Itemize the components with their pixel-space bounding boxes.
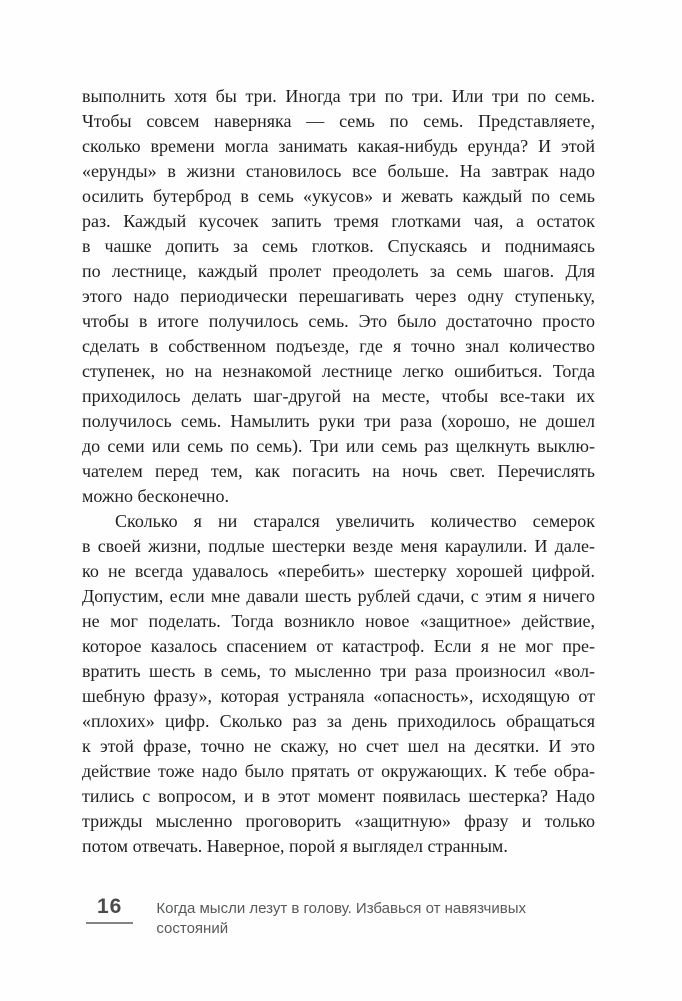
text-line: к этой фразе, точно не скажу, но счет шел на десятки. И это <box>82 736 595 756</box>
text-line: действие тоже надо было прятать от окружающих. К тебе обра- <box>82 761 595 781</box>
text-line: Допустим, если мне давали шесть рублей сдачи, с этим я ничего <box>82 586 595 606</box>
text-line: в своей жизни, подлые шестерки везде меня караулили. И дале- <box>82 536 595 556</box>
text-line: не мог поделать. Тогда возникло новое «защитное» действие, <box>82 611 595 631</box>
text-line: Чтобы совсем наверняка — семь по семь. Представляете, <box>82 111 595 131</box>
text-line: выполнить хотя бы три. Иногда три по три. Или три по семь. <box>82 86 595 106</box>
text-line: чателем перед тем, как погасить на ночь свет. Перечислять <box>82 461 595 481</box>
text-line: «плохих» цифр. Сколько раз за день приходилось обращаться <box>82 711 595 731</box>
page-footer <box>82 895 595 939</box>
text-line: ко не всегда удавалось «перебить» шестерку хорошей цифрой. <box>82 561 595 581</box>
text-line: шебную фразу», которая устраняла «опасность», исходящую от <box>82 686 595 706</box>
text-line: раз. Каждый кусочек запить тремя глотками чая, а остаток <box>82 211 595 231</box>
page-text <box>82 84 595 859</box>
text-line: в чашке допить за семь глотков. Спускаясь и поднимаясь <box>82 236 595 256</box>
text-line: вратить шесть в семь, то мысленно три раза произносил «вол- <box>82 661 595 681</box>
text-line: приходилось делать шаг-другой на месте, чтобы все-таки их <box>82 386 595 406</box>
text-line: которое казалось спасением от катастроф. Если я не мог пре- <box>82 636 595 656</box>
text-line: ступенек, но на незнакомой лестнице легко ошибиться. Тогда <box>82 361 595 381</box>
text-line: потом отвечать. Наверное, порой я выглядел странным. <box>82 836 508 856</box>
text-line: трижды мысленно проговорить «защитную» фразу и только <box>82 811 595 831</box>
text-line: сделать в собственном подъезде, где я точно знал количество <box>82 336 595 356</box>
text-line: чтобы в итоге получилось семь. Это было достаточно просто <box>82 311 595 331</box>
page-number: 16 <box>97 895 123 918</box>
text-line: можно бесконечно. <box>82 486 230 506</box>
text-line: до семи или семь по семь). Три или семь раз щелкнуть выклю- <box>82 436 595 456</box>
running-title: Когда мысли лезут в голову. Избавься от навязчивых состояний <box>156 900 527 937</box>
text-line: получилось семь. Намылить руки три раза (хорошо, не дошел <box>82 411 595 431</box>
text-line: сколько времени могла занимать какая-нибудь ерунда? И этой <box>82 136 595 156</box>
text-line: осилить бутерброд в семь «укусов» и жевать каждый по семь <box>82 186 595 206</box>
text-line: «ерунды» в жизни становилось все больше. На завтрак надо <box>82 161 595 181</box>
text-line: тились с вопросом, и в этот момент появилась шестерка? Надо <box>82 786 595 806</box>
text-line: Сколько я ни старался увеличить количество семерок <box>115 511 595 531</box>
text-line: по лестнице, каждый пролет преодолеть за семь шагов. Для <box>82 261 595 281</box>
text-line: этого надо периодически перешагивать через одну ступеньку, <box>82 286 595 306</box>
page-number-block <box>86 895 133 924</box>
